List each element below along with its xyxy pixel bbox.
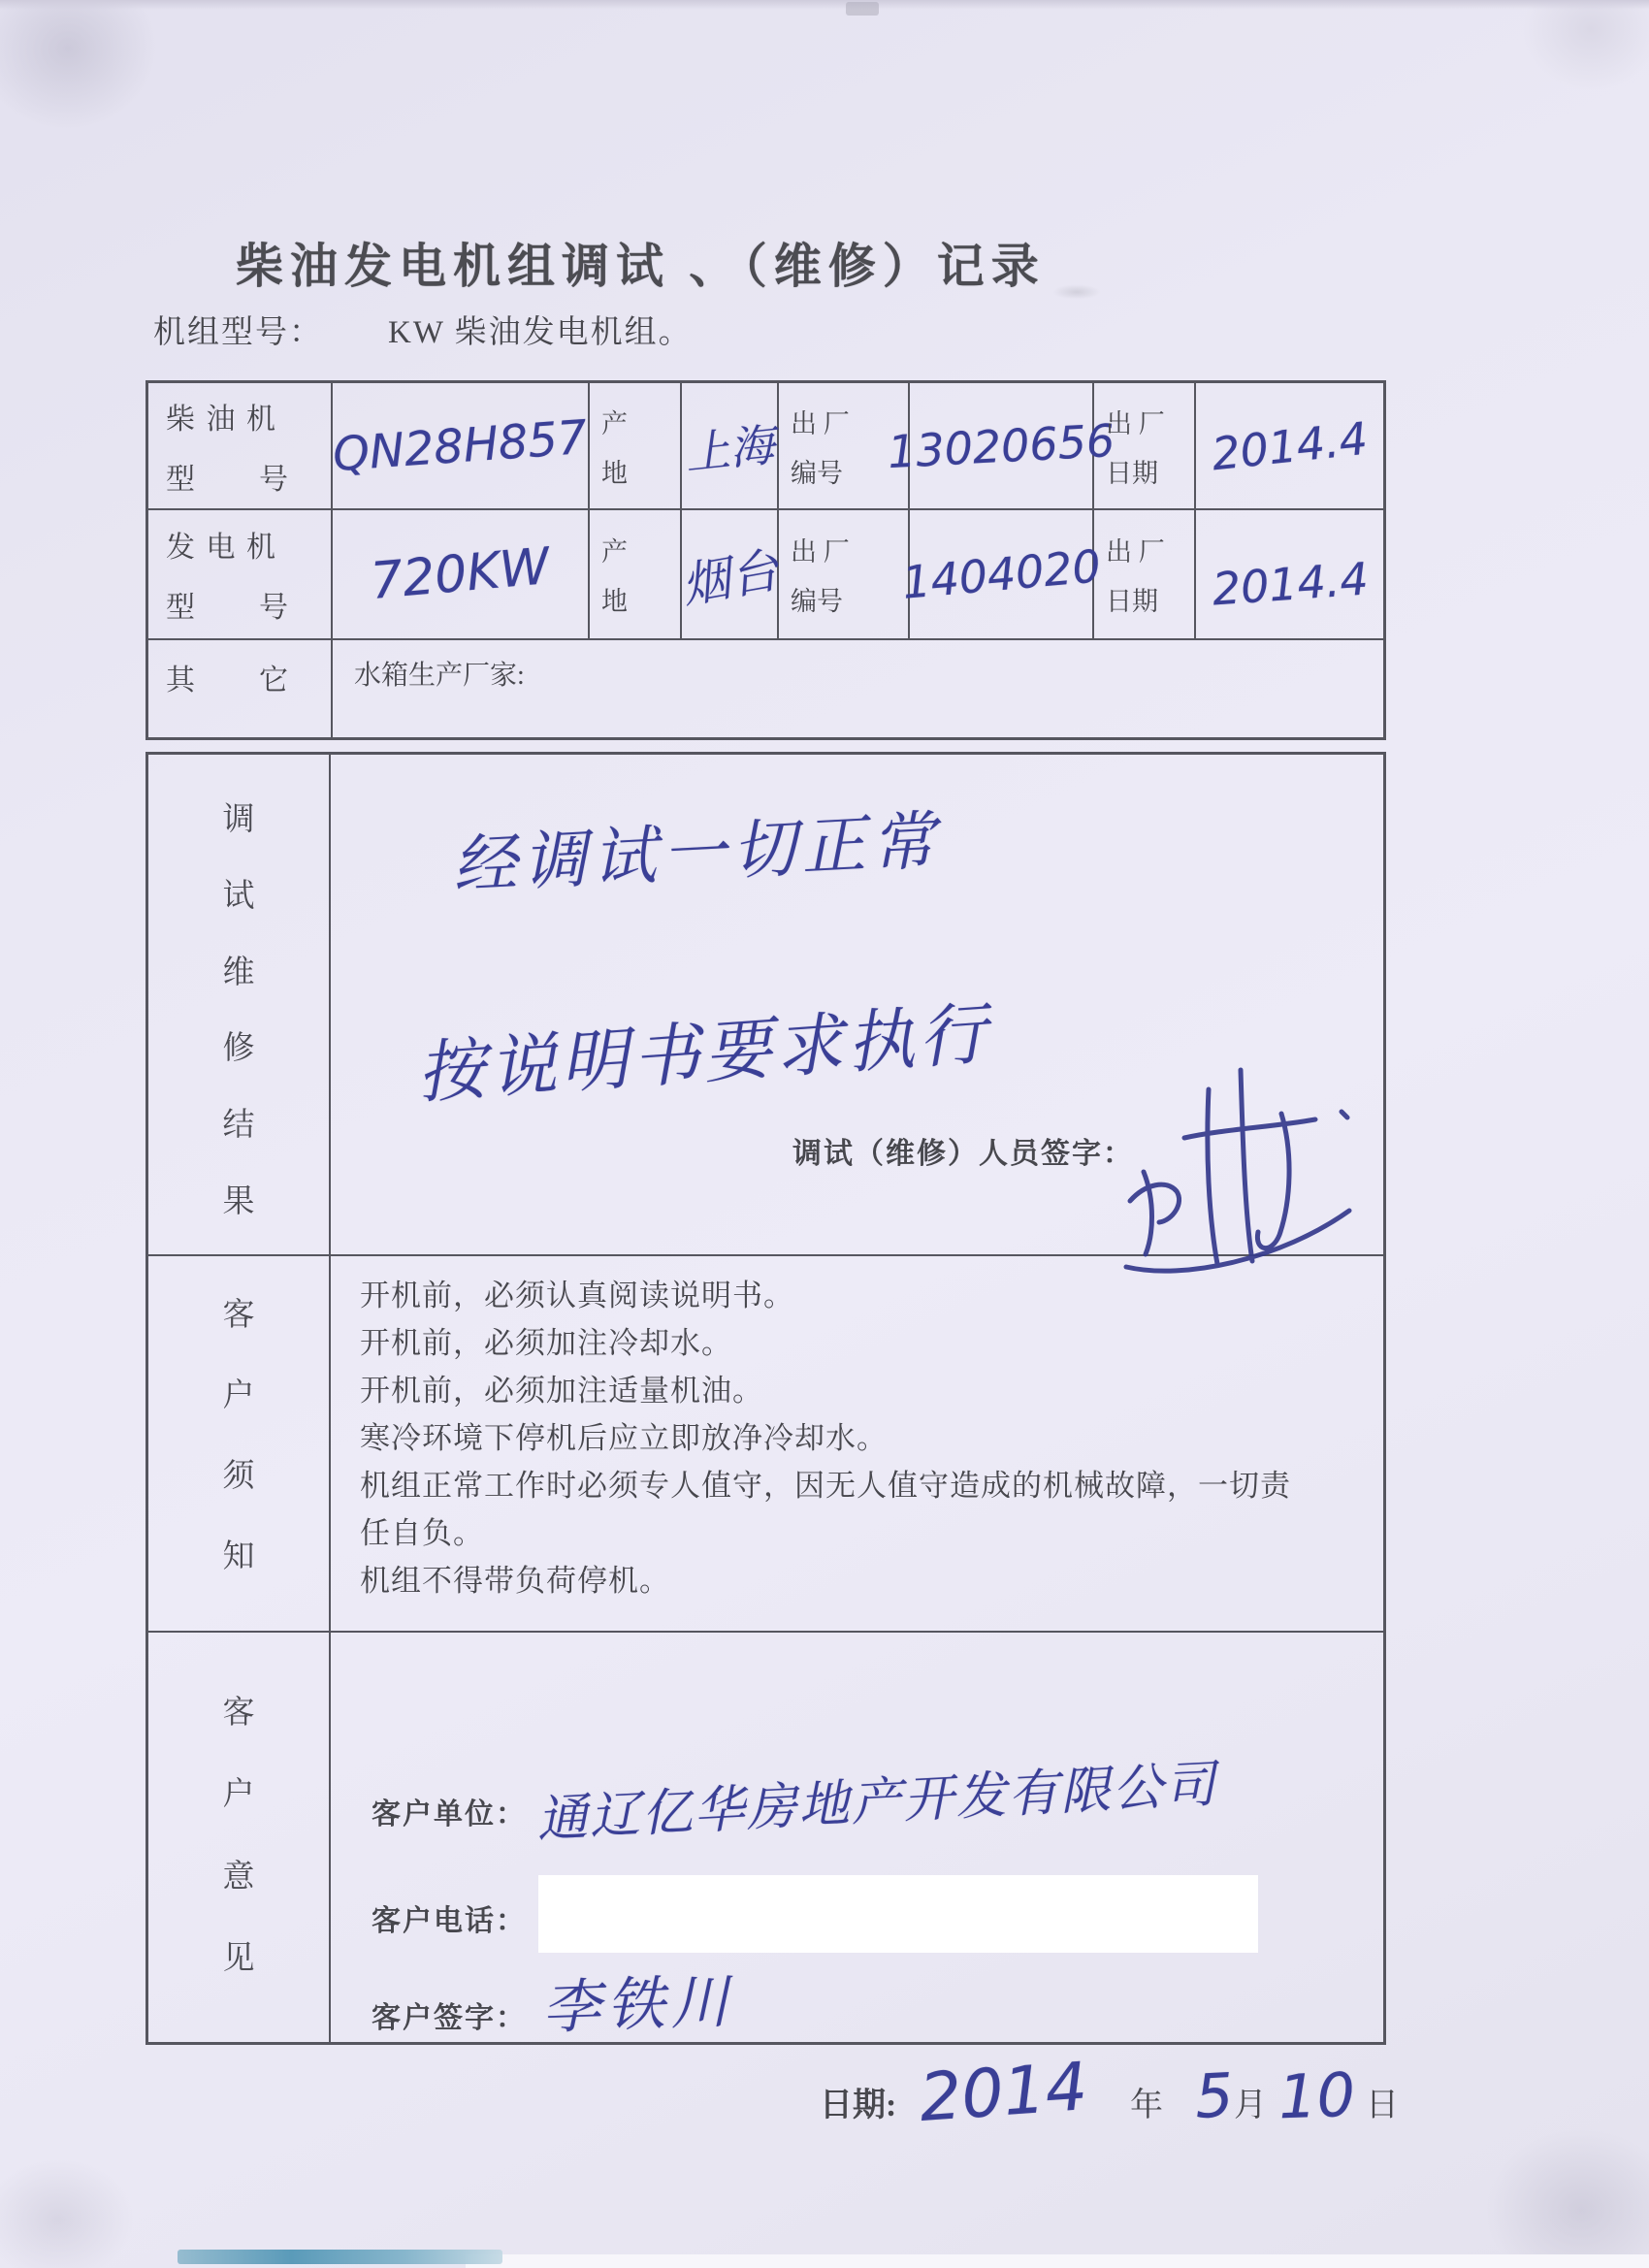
unit-model-label: 机组型号：	[153, 315, 323, 350]
scan-top-mark	[846, 2, 879, 16]
generator-serial-label-line1: 出 厂	[791, 537, 850, 567]
result-content	[331, 755, 1383, 1256]
diesel-origin-label	[590, 383, 682, 510]
diesel-date-label-line2: 日期	[1106, 458, 1158, 488]
opinion-side-char: 户	[222, 1777, 255, 1813]
result-side-char: 结	[222, 1108, 255, 1144]
generator-serial-cell	[899, 510, 1103, 640]
customer-sign-label: 客户签字：	[372, 2002, 527, 2034]
generator-date-handwriting: 2014.4	[1211, 552, 1371, 616]
generator-origin-label-line1: 产	[601, 537, 628, 567]
date-month-handwriting: 5	[1193, 2059, 1236, 2132]
customer-phone-label: 客户电话：	[372, 1905, 527, 1937]
diesel-type-label-line1: 柴 油 机	[166, 403, 277, 436]
page-title: 柴油发电机组调试 、（维修）记录	[236, 240, 1046, 293]
diesel-model-cell	[333, 383, 590, 510]
opinion-side-label	[148, 1633, 331, 2042]
scan-bottom-edge	[466, 2254, 1649, 2268]
unit-model-line	[153, 307, 693, 352]
result-side-char: 维	[222, 955, 255, 990]
diesel-type-label-line2: 型 号	[166, 463, 290, 496]
notice-line: 开机前，必须加注冷却水。	[360, 1326, 732, 1360]
generator-type-label-line2: 型 号	[166, 592, 290, 624]
technician-signature	[1116, 1055, 1359, 1288]
generator-date-label	[1094, 510, 1196, 640]
diesel-serial-handwriting: 13020656	[886, 413, 1116, 478]
notice-side-char: 须	[222, 1459, 255, 1494]
date-year-handwriting: 2014	[917, 2049, 1090, 2137]
notice-side-char: 客	[222, 1298, 255, 1333]
notice-side-char: 户	[222, 1378, 255, 1413]
date-label: 日期:	[820, 2088, 897, 2123]
notice-line: 机组正常工作时必须专人值守，因无人值守造成的机械故障，一切责任自负。	[360, 1469, 1291, 1550]
diesel-date-handwriting: 2014.4	[1209, 411, 1371, 480]
other-value-cell	[333, 640, 1383, 737]
notice-line: 开机前，必须认真阅读说明书。	[360, 1279, 794, 1312]
diesel-serial-cell	[886, 383, 1116, 510]
generator-origin-handwriting: 烟台	[677, 541, 783, 615]
generator-type-label-line1: 发 电 机	[166, 532, 277, 564]
diesel-date-label	[1094, 383, 1196, 510]
date-month-unit: 月	[1234, 2088, 1267, 2123]
scan-bottom-artifact	[178, 2250, 502, 2264]
date-day-handwriting: 10	[1277, 2058, 1357, 2133]
opinion-side-char: 客	[222, 1696, 255, 1731]
technician-signature-label: 调试（维修）人员签字：	[792, 1138, 1134, 1170]
scan-shadow-top-right	[1494, 0, 1649, 116]
notice-side-label	[148, 1256, 331, 1633]
notice-line: 机组不得带负荷停机。	[360, 1564, 670, 1598]
diesel-model-handwriting: QN28H857	[331, 409, 590, 482]
scan-shadow-bottom-right	[1445, 2093, 1649, 2268]
generator-origin-cell	[677, 510, 783, 640]
result-side-char: 果	[222, 1183, 255, 1219]
generator-date-cell	[1196, 510, 1383, 640]
result-handwriting-line1: 经调试一切正常	[450, 802, 943, 904]
notice-line: 寒冷环境下停机后应立即放净冷却水。	[360, 1421, 888, 1455]
customer-company-label: 客户单位：	[372, 1798, 527, 1831]
generator-date-label-line2: 日期	[1106, 587, 1158, 616]
scan-shadow-top-left	[0, 0, 194, 165]
generator-type-label	[148, 510, 333, 640]
scan-top-edge	[0, 0, 1649, 10]
opinion-side-char: 见	[222, 1940, 255, 1976]
result-side-char: 试	[222, 878, 255, 914]
notice-side-char: 知	[222, 1539, 255, 1574]
result-handwriting-line2: 按说明书要求执行	[414, 993, 993, 1114]
sections-table	[146, 752, 1386, 2045]
diesel-origin-cell	[682, 383, 779, 510]
spec-table	[146, 380, 1386, 740]
diesel-serial-label-line1: 出 厂	[791, 408, 850, 438]
generator-serial-label	[779, 510, 910, 640]
generator-serial-label-line2: 编号	[791, 587, 843, 616]
notice-content	[331, 1256, 1383, 1633]
scan-shadow-bottom-left	[0, 2132, 165, 2268]
result-side-char: 调	[222, 802, 255, 837]
notice-list	[331, 1256, 1293, 1604]
date-day-unit: 日	[1366, 2088, 1399, 2123]
generator-model-handwriting: 720KW	[368, 537, 553, 611]
opinion-side-char: 意	[222, 1859, 255, 1895]
customer-signature-handwriting: 李铁川	[541, 1967, 736, 2043]
diesel-origin-label-line1: 产	[601, 408, 628, 438]
result-side-label	[148, 755, 331, 1256]
opinion-content	[331, 1633, 1383, 2042]
unit-model-value: KW 柴油发电机组。	[388, 315, 693, 350]
notice-line: 开机前，必须加注适量机油。	[360, 1374, 763, 1408]
radiator-manufacturer-label: 水箱生产厂家:	[354, 661, 525, 691]
generator-serial-handwriting: 1404020	[899, 539, 1103, 609]
other-label	[148, 640, 333, 737]
result-side-char: 修	[222, 1031, 255, 1067]
generator-date-label-line1: 出 厂	[1106, 537, 1165, 567]
diesel-type-label	[148, 383, 333, 510]
diesel-origin-label-line2: 地	[601, 458, 628, 488]
diesel-date-cell	[1196, 383, 1383, 510]
generator-origin-label-line2: 地	[601, 587, 628, 616]
customer-company-handwriting: 通辽亿华房地产开发有限公司	[535, 1755, 1219, 1850]
phone-redaction-box	[538, 1875, 1258, 1953]
date-year-unit: 年	[1130, 2088, 1163, 2123]
diesel-origin-handwriting: 上海	[682, 417, 777, 480]
diesel-serial-label-line2: 编号	[791, 458, 843, 488]
generator-origin-label	[590, 510, 682, 640]
generator-model-cell	[333, 510, 590, 640]
other-label-text: 其 它	[166, 664, 290, 697]
diesel-date-label-line1: 出 厂	[1106, 408, 1165, 438]
